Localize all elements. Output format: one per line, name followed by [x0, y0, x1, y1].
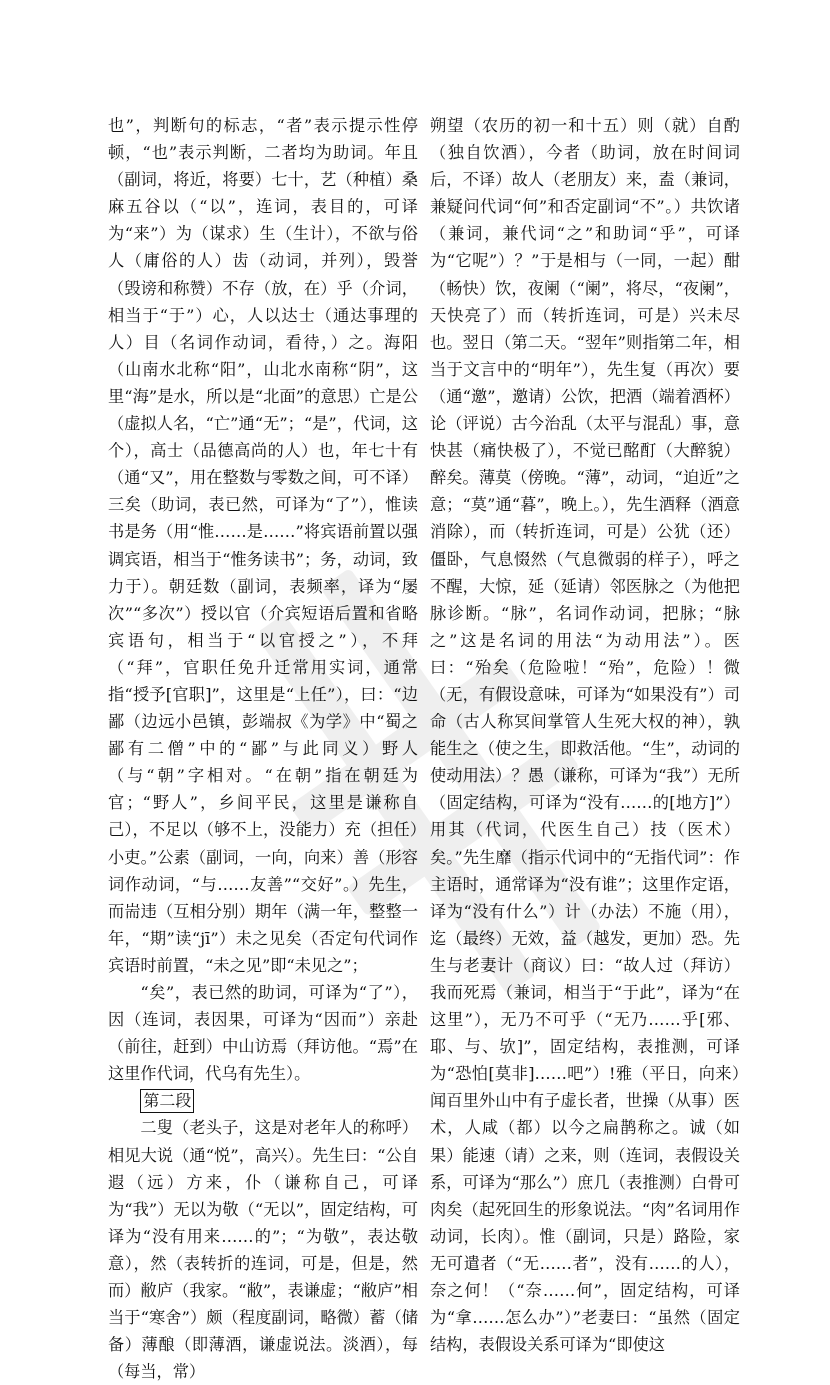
right-column [430, 112, 740, 1358]
section-heading: 第二段 [140, 1089, 194, 1113]
left-paragraph-3: 二叟（老头子，这是对老年人的称呼）相见大说（通“悦”，高兴）。先生曰：“公自遐（远）方来，仆（谦称自己，可译为“我”）无以为敬（“无以”，固定结构，可译为“没有用来……的”；“为敬”，表达敬意），然（表转折的连词，可是，但是，然而）敝庐（我家。“敝”，表谦虚；“敝庐”相当于“寒舍”）颇（程度副词，略微）蓄（储备）薄酿（即薄酒，谦虚说法。淡酒），每（每当，常） [108, 1118, 418, 1382]
left-column [108, 112, 418, 1385]
right-paragraph-1: 朔望（农历的初一和十五）则（就）自酌（独自饮酒），今者（助词，放在时间词后，不译）故人（老朋友）来，盍（兼词，兼疑问代词“何”和否定副词“不”。）共饮诸（兼词，兼代词“之”和助词“乎”，可译为“它呢”）？”于是相与（一同，一起）酣（畅快）饮，夜阑（“阑”，将尽，“夜阑”，天快亮了）而（转折连词，可是）兴未尽也。翌日（第二天。“翌年”则指第二年，相当于文言中的“明年”），先生复（再次）要（通“邀”，邀请）公饮，把酒（端着酒杯）论（评说）古今治乱（太平与混乱）事，意快甚（痛快极了），不觉已酩酊（大醉貌）醉矣。薄莫（傍晚。“薄”，动词，“迫近”之意；“莫”通“暮”，晚上。），先生酒释（酒意消除），而（转折连词，可是）公犹（还）僵卧，气息惙然（气息微弱的样子），呼之不醒，大惊，延（延请）邻医脉之（为他把脉诊断。“脉”，名词作动词，把脉；“脉之”这是名词的用法“为动用法”）。医曰：“殆矣（危险啦！“殆”，危险）！微（无，有假设意味，可译为“如果没有”）司命（古人称冥间掌管人生死大权的神），孰能生之（使之生，即救活他。“生”，动词的使动用法）？愚（谦称，可译为“我”）无所（固定结构，可译为“没有……的[地方]”）用其（代词，代医生自己）技（医术）矣。”先生靡（指示代词中的“无指代词”：作主语时，通常译为“没有谁”；这里作定语，译为“没有什么”）计（办法）不施（用），迄（最终）无效，益（越发，更加）恐。先生与老妻计（商议）曰：“故人过（拜访）我而死焉（兼词，相当于“于此”，译为“在这里”），无乃不可乎（“无乃……乎[邪、耶、与、欤]”，固定结构，表推测，可译为“恐怕[莫非]……吧”）!雅（平日，向来）闻百里外山中有子虚长者，世操（从事）医术，人咸（都）以今之扁鹊称之。诚（如果）能速（请）之来，则（连词，表假设关系，可译为“那么”）庶几（表推测）白骨可肉矣（起死回生的形象说法。“肉”名词用作动词，长肉）。惟（副词，只是）路险，家无可遣者（“无……者”，没有……的人），奈之何！（“奈……何”，固定结构，可译为“拿……怎么办”）”老妻曰：“虽然（固定结构，表假设关系可译为“即使这 [430, 116, 740, 1355]
section-heading-wrap [108, 1087, 418, 1114]
left-paragraph-2: “矣”，表已然的助词，可译为“了”），因（连词，表因果，可译为“因而”）亲赴（前往，赶到）中山访焉（拜访他。“焉”在这里作代词，代乌有先生）。 [108, 983, 418, 1084]
left-paragraph-1: 也”，判断句的标志，“者”表示提示性停顿，“也”表示判断，二者均为助词。年且（副词，将近，将要）七十，艺（种植）桑麻五谷以（“以”，连词，表目的，可译为“来”）为（谋求）生（生计），不欲与俗人（庸俗的人）齿（动词，并列），毁誉（毁谤和称赞）不存（放，在）乎（介词，相当于“于”）心，人以达士（通达事理的人）目（名词作动词，看待，）之。海阳（山南水北称“阳”，山北水南称“阴”，这里“海”是水，所以是“北面”的意思）亡是公（虚拟人名，“亡”通“无”；“是”，代词，这个），高士（品德高尚的人）也，年七十有（通“又”，用在整数与零数之间，可不译）三矣（助词，表已然，可译为“了”），惟读书是务（用“惟……是……”将宾语前置以强调宾语，相当于“惟务读书”；务，动词，致力于）。朝廷数（副词，表频率，译为“屡次”“多次”）授以官（介宾短语后置和省略宾语句，相当于“以官授之”），不拜（“拜”，官职任免升迁常用实词，通常指“授予[官职]”，这里是“上任”），曰：“边鄙（边远小邑镇，彭端叔《为学》中“蜀之鄙有二僧”中的“鄙”与此同义）野人（与“朝”字相对。“在朝”指在朝廷为官；“野人”，乡间平民，这里是谦称自己），不足以（够不上，没能力）充（担任）小吏。”公素（副词，一向，向来）善（形容词作动词，“与……友善”“交好”。）先生，而耑违（互相分别）期年（满一年，整整一年，“期”读“jī”）未之见矣（否定句代词作宾语时前置，“未之见”即“未见之”； [108, 116, 418, 975]
